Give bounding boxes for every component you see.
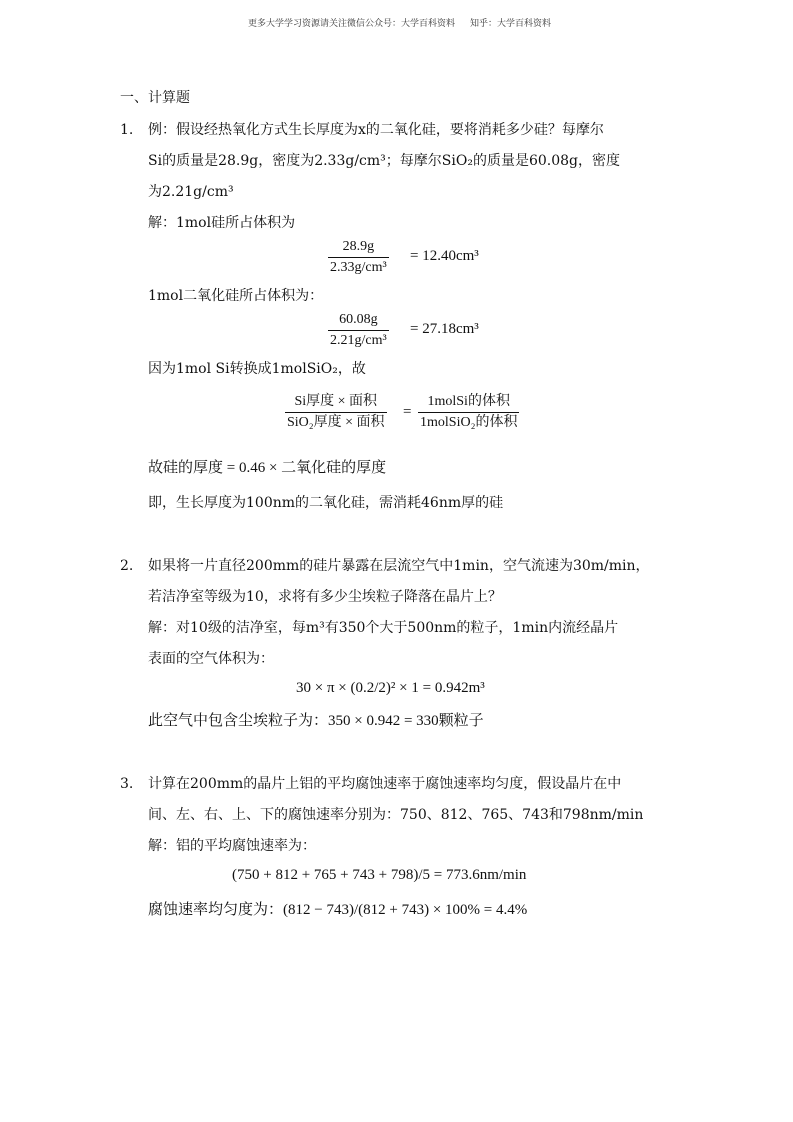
problem-1-question-line-2: Si的质量是28.9g，密度为2.33g/cm³；每摩尔SiO₂的质量是60.08g，密度	[148, 153, 620, 169]
problem-1-number: 1.	[120, 122, 134, 138]
header-left-text: 更多大学学习资源请关注微信公众号：大学百科资料	[248, 19, 456, 29]
problem-3-question-line-1: 计算在200mm的晶片上铝的平均腐蚀速率于腐蚀速率均匀度，假设晶片在中	[148, 776, 622, 792]
equation-1-numerator: 28.9g	[328, 237, 389, 258]
section-title: 一、计算题	[120, 90, 190, 106]
problem-2-solution-line-3: 此空气中包含尘埃粒子为：350 × 0.942 = 330颗粒子	[148, 713, 484, 729]
equation-3-right-numerator: 1molSi的体积	[418, 392, 519, 413]
problem-1-solution-line-1: 解：1mol硅所占体积为	[148, 215, 296, 231]
header-right-text: 知乎：大学百科资料	[470, 19, 552, 29]
equation-3-right-denominator: 1molSiO₂的体积	[420, 415, 518, 430]
problem-2-equation: 30 × π × (0.2/2)² × 1 = 0.942m³	[296, 680, 485, 696]
equation-3-right-fraction	[418, 392, 519, 433]
equation-3-left-numerator: Si厚度 × 面积	[285, 392, 387, 413]
equation-1-fraction	[328, 237, 389, 278]
equation-1-result: = 12.40cm³	[410, 248, 479, 264]
problem-2-solution-line-1: 解：对10级的洁净室，每m³有350个大于500nm的粒子，1min内流经晶片	[148, 620, 619, 636]
problem-3-question-line-2: 间、左、右、上、下的腐蚀速率分别为：750、812、765、743和798nm/min	[148, 807, 644, 823]
problem-1-question-line-3: 为2.21g/cm³	[148, 184, 234, 200]
problem-2-number: 2.	[120, 558, 134, 574]
problem-3-equation: (750 + 812 + 765 + 743 + 798)/5 = 773.6nm/min	[232, 867, 527, 883]
problem-2-question-line-2: 若洁净室等级为10，求将有多少尘埃粒子降落在晶片上？	[148, 589, 502, 605]
problem-1-solution-line-2: 1mol二氧化硅所占体积为：	[148, 288, 324, 304]
equation-1-denominator: 2.33g/cm³	[330, 260, 387, 275]
equation-2-result: = 27.18cm³	[410, 321, 479, 337]
problem-3-solution-line-2: 腐蚀速率均匀度为：(812 − 743)/(812 + 743) × 100% = 4.4%	[148, 902, 528, 918]
problem-1-question-line-1: 例：假设经热氧化方式生长厚度为x的二氧化硅，要将消耗多少硅？每摩尔	[148, 122, 604, 138]
problem-1-solution-line-5: 即，生长厚度为100nm的二氧化硅，需消耗46nm厚的硅	[148, 495, 504, 511]
problem-1-solution-line-3: 因为1mol Si转换成1molSiO₂，故	[148, 361, 366, 377]
equation-2-fraction	[328, 310, 389, 351]
equation-2-denominator: 2.21g/cm³	[330, 333, 387, 348]
problem-2-question-line-1: 如果将一片直径200mm的硅片暴露在层流空气中1min，空气流速为30m/min，	[148, 558, 650, 574]
problem-1-solution-line-4: 故硅的厚度 = 0.46 × 二氧化硅的厚度	[148, 460, 387, 476]
problem-2-solution-line-2: 表面的空气体积为：	[148, 651, 274, 667]
problem-3-number: 3.	[120, 776, 134, 792]
equation-3-left-fraction	[285, 392, 387, 433]
problem-3-solution-line-1: 解：铝的平均腐蚀速率为：	[148, 838, 316, 854]
equation-2-numerator: 60.08g	[328, 310, 389, 331]
equation-3-equals-sign: =	[403, 404, 412, 420]
equation-3-left-denominator: SiO₂厚度 × 面积	[287, 415, 385, 430]
